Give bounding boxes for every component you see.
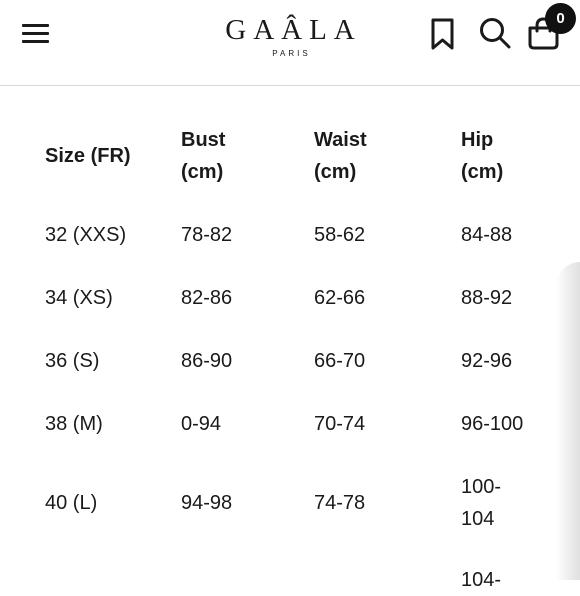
logo-wordmark: GAÂLA [225,14,362,46]
bookmark-icon [428,18,458,50]
table-cell-hip: 100- [461,476,502,498]
table-cell-hip: 92-96 [461,350,513,372]
table-cell-bust: 78-82 [181,224,233,246]
table-cell-waist: 74-78 [314,492,366,514]
header-hip-unit: (cm) [461,161,504,183]
search-icon [478,16,512,50]
table-cell-hip: 104- [461,569,502,591]
hamburger-menu-icon [22,24,49,27]
table-cell-size: 32 (XXS) [45,224,127,246]
logo-subtitle: PARIS [272,49,311,58]
header-bust-unit: (cm) [181,161,224,183]
table-cell-waist: 58-62 [314,224,366,246]
header-bust: Bust [181,129,226,151]
brand-logo[interactable] [190,10,390,58]
side-drawer-edge [556,262,580,580]
menu-button[interactable] [22,22,50,44]
header-waist-unit: (cm) [314,161,357,183]
table-cell-hip-continued: 104 [461,508,495,530]
table-cell-bust: 94-98 [181,492,233,514]
table-cell-waist: 66-70 [314,350,366,372]
site-header [0,0,580,86]
wishlist-button[interactable] [428,18,458,50]
header-waist: Waist [314,129,367,151]
table-cell-hip: 84-88 [461,224,513,246]
table-cell-waist: 70-74 [314,413,366,435]
table-cell-waist: 62-66 [314,287,366,309]
table-cell-size: 38 (M) [45,413,103,435]
table-cell-hip: 88-92 [461,287,513,309]
cart-count-badge: 0 [545,3,576,34]
table-cell-size: 40 (L) [45,492,98,514]
header-hip: Hip [461,129,494,151]
search-button[interactable] [478,16,512,50]
header-size: Size (FR) [45,145,131,167]
table-cell-hip: 96-100 [461,413,524,435]
table-cell-size: 36 (S) [45,350,100,372]
table-cell-bust: 82-86 [181,287,233,309]
table-cell-bust: 86-90 [181,350,233,372]
table-cell-size: 34 (XS) [45,287,113,309]
table-cell-bust: 0-94 [181,413,222,435]
